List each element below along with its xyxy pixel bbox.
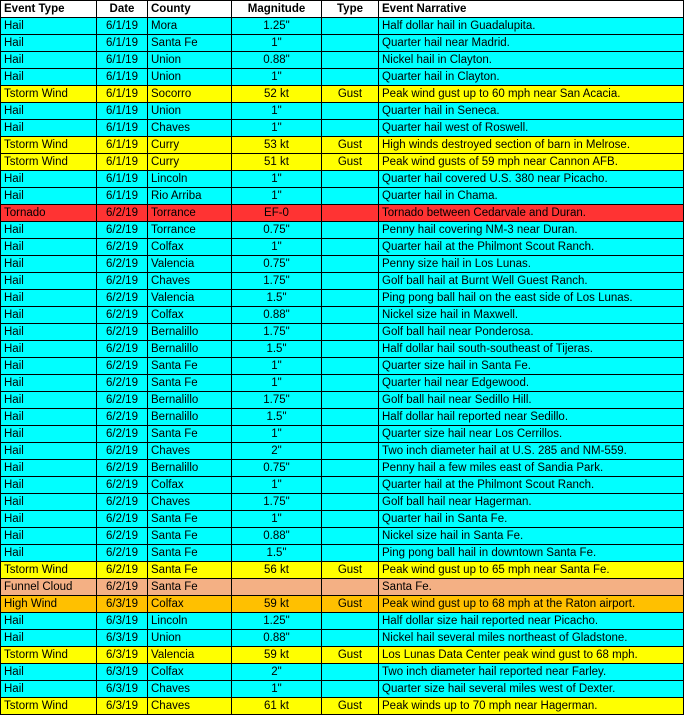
cell-date: 6/2/19 (97, 290, 148, 307)
cell-type (322, 528, 379, 545)
cell-magnitude: 59 kt (232, 647, 322, 664)
cell-event-narrative: Half dollar hail reported near Sedillo. (379, 409, 684, 426)
cell-magnitude: 0.88" (232, 307, 322, 324)
cell-type (322, 494, 379, 511)
table-row (1, 256, 684, 273)
table-row (1, 137, 684, 154)
cell-magnitude: 1" (232, 511, 322, 528)
cell-event-narrative: Santa Fe. (379, 579, 684, 596)
cell-magnitude: 2" (232, 443, 322, 460)
cell-magnitude: 1" (232, 375, 322, 392)
cell-event-narrative: Peak winds up to 70 mph near Hagerman. (379, 698, 684, 715)
cell-magnitude: 1.25" (232, 18, 322, 35)
table-row (1, 409, 684, 426)
cell-magnitude: 1" (232, 426, 322, 443)
cell-magnitude: 0.75" (232, 256, 322, 273)
cell-event-type: Tstorm Wind (1, 562, 97, 579)
cell-event-type: Tornado (1, 205, 97, 222)
cell-date: 6/2/19 (97, 307, 148, 324)
cell-magnitude: 1.5" (232, 341, 322, 358)
cell-type: Gust (322, 137, 379, 154)
cell-event-type: Hail (1, 545, 97, 562)
table-row (1, 443, 684, 460)
cell-date: 6/2/19 (97, 205, 148, 222)
cell-county: Colfax (148, 239, 232, 256)
cell-event-type: Hail (1, 443, 97, 460)
cell-date: 6/2/19 (97, 460, 148, 477)
table-row (1, 494, 684, 511)
cell-date: 6/2/19 (97, 392, 148, 409)
cell-date: 6/3/19 (97, 698, 148, 715)
cell-magnitude: 52 kt (232, 86, 322, 103)
table-row (1, 460, 684, 477)
cell-county: Santa Fe (148, 528, 232, 545)
cell-event-type: Hail (1, 35, 97, 52)
cell-event-narrative: Nickel size hail in Maxwell. (379, 307, 684, 324)
cell-type: Gust (322, 647, 379, 664)
cell-event-narrative: Penny hail a few miles east of Sandia Park. (379, 460, 684, 477)
table-row (1, 358, 684, 375)
cell-type (322, 375, 379, 392)
cell-event-type: Hail (1, 18, 97, 35)
cell-date: 6/2/19 (97, 545, 148, 562)
cell-event-narrative: Quarter hail in Chama. (379, 188, 684, 205)
cell-type (322, 613, 379, 630)
cell-county: Lincoln (148, 613, 232, 630)
cell-event-type: Hail (1, 494, 97, 511)
cell-type (322, 358, 379, 375)
cell-event-narrative: Quarter hail in Clayton. (379, 69, 684, 86)
cell-event-narrative: Quarter size hail in Santa Fe. (379, 358, 684, 375)
cell-type: Gust (322, 562, 379, 579)
table-row (1, 392, 684, 409)
header-row (1, 1, 684, 18)
cell-date: 6/2/19 (97, 511, 148, 528)
cell-event-type: Hail (1, 222, 97, 239)
table-row (1, 324, 684, 341)
cell-county: Socorro (148, 86, 232, 103)
cell-magnitude: 61 kt (232, 698, 322, 715)
table-row (1, 613, 684, 630)
cell-county: Bernalillo (148, 392, 232, 409)
cell-date: 6/1/19 (97, 120, 148, 137)
cell-event-type: Hail (1, 290, 97, 307)
cell-county: Santa Fe (148, 35, 232, 52)
header-type: Type (322, 1, 379, 18)
cell-event-type: Hail (1, 239, 97, 256)
cell-type (322, 511, 379, 528)
cell-magnitude: 59 kt (232, 596, 322, 613)
cell-type (322, 409, 379, 426)
cell-county: Santa Fe (148, 426, 232, 443)
table-row (1, 18, 684, 35)
cell-magnitude: 51 kt (232, 154, 322, 171)
cell-date: 6/3/19 (97, 596, 148, 613)
cell-event-type: Hail (1, 256, 97, 273)
table-row (1, 69, 684, 86)
header-date: Date (97, 1, 148, 18)
cell-county: Torrance (148, 205, 232, 222)
cell-type (322, 222, 379, 239)
cell-type (322, 205, 379, 222)
cell-type (322, 290, 379, 307)
table-row (1, 630, 684, 647)
cell-event-type: Hail (1, 273, 97, 290)
table-row (1, 86, 684, 103)
cell-event-narrative: Half dollar hail south-southeast of Tijeras. (379, 341, 684, 358)
table-row (1, 426, 684, 443)
cell-type: Gust (322, 596, 379, 613)
cell-event-narrative: Two inch diameter hail reported near Farley. (379, 664, 684, 681)
cell-county: Colfax (148, 664, 232, 681)
cell-magnitude: 0.88" (232, 630, 322, 647)
cell-magnitude (232, 579, 322, 596)
cell-date: 6/2/19 (97, 239, 148, 256)
cell-event-narrative: Two inch diameter hail at U.S. 285 and NM-559. (379, 443, 684, 460)
cell-event-narrative: Los Lunas Data Center peak wind gust to 68 mph. (379, 647, 684, 664)
cell-county: Bernalillo (148, 460, 232, 477)
table-row (1, 188, 684, 205)
cell-event-narrative: Quarter hail at the Philmont Scout Ranch. (379, 239, 684, 256)
cell-magnitude: 1" (232, 681, 322, 698)
cell-date: 6/1/19 (97, 188, 148, 205)
cell-magnitude: 1.75" (232, 392, 322, 409)
cell-date: 6/2/19 (97, 324, 148, 341)
cell-magnitude: 0.88" (232, 528, 322, 545)
cell-county: Curry (148, 154, 232, 171)
cell-type (322, 341, 379, 358)
cell-county: Lincoln (148, 171, 232, 188)
cell-county: Santa Fe (148, 358, 232, 375)
table-row (1, 120, 684, 137)
cell-date: 6/3/19 (97, 630, 148, 647)
cell-type (322, 273, 379, 290)
cell-magnitude: 1" (232, 188, 322, 205)
cell-date: 6/2/19 (97, 358, 148, 375)
cell-county: Santa Fe (148, 511, 232, 528)
cell-event-type: Tstorm Wind (1, 86, 97, 103)
cell-magnitude: EF-0 (232, 205, 322, 222)
table-row (1, 290, 684, 307)
cell-event-type: Funnel Cloud (1, 579, 97, 596)
cell-event-type: Hail (1, 188, 97, 205)
cell-date: 6/2/19 (97, 273, 148, 290)
cell-event-type: Hail (1, 392, 97, 409)
cell-date: 6/1/19 (97, 137, 148, 154)
cell-type (322, 18, 379, 35)
table-row (1, 664, 684, 681)
cell-event-narrative: Nickel hail several miles northeast of Gladstone. (379, 630, 684, 647)
cell-county: Rio Arriba (148, 188, 232, 205)
cell-event-narrative: Tornado between Cedarvale and Duran. (379, 205, 684, 222)
cell-date: 6/1/19 (97, 52, 148, 69)
cell-event-type: Hail (1, 171, 97, 188)
cell-event-narrative: Golf ball hail near Hagerman. (379, 494, 684, 511)
cell-event-type: Hail (1, 613, 97, 630)
cell-type (322, 239, 379, 256)
cell-type: Gust (322, 86, 379, 103)
cell-type (322, 579, 379, 596)
cell-county: Valencia (148, 647, 232, 664)
cell-type (322, 171, 379, 188)
cell-date: 6/2/19 (97, 477, 148, 494)
cell-date: 6/2/19 (97, 494, 148, 511)
cell-magnitude: 1" (232, 171, 322, 188)
cell-event-type: Hail (1, 120, 97, 137)
cell-event-type: Hail (1, 358, 97, 375)
cell-event-narrative: Quarter hail at the Philmont Scout Ranch. (379, 477, 684, 494)
cell-county: Union (148, 69, 232, 86)
cell-type (322, 69, 379, 86)
cell-date: 6/2/19 (97, 562, 148, 579)
cell-type (322, 664, 379, 681)
table-row (1, 698, 684, 715)
cell-event-type: Hail (1, 52, 97, 69)
cell-event-narrative: Peak wind gust up to 68 mph at the Raton airport. (379, 596, 684, 613)
table-row (1, 307, 684, 324)
cell-magnitude: 0.75" (232, 460, 322, 477)
cell-county: Bernalillo (148, 409, 232, 426)
cell-date: 6/2/19 (97, 222, 148, 239)
cell-type (322, 103, 379, 120)
cell-county: Chaves (148, 120, 232, 137)
cell-date: 6/2/19 (97, 256, 148, 273)
cell-date: 6/2/19 (97, 443, 148, 460)
cell-event-narrative: Golf ball hail at Burnt Well Guest Ranch. (379, 273, 684, 290)
cell-magnitude: 1" (232, 239, 322, 256)
cell-date: 6/3/19 (97, 664, 148, 681)
cell-type (322, 477, 379, 494)
table-row (1, 545, 684, 562)
cell-event-narrative: Penny hail covering NM-3 near Duran. (379, 222, 684, 239)
cell-magnitude: 1.5" (232, 545, 322, 562)
cell-type (322, 324, 379, 341)
cell-type (322, 630, 379, 647)
cell-date: 6/2/19 (97, 426, 148, 443)
cell-magnitude: 1.5" (232, 290, 322, 307)
table-row (1, 273, 684, 290)
cell-date: 6/3/19 (97, 681, 148, 698)
table-row (1, 222, 684, 239)
cell-event-type: Hail (1, 477, 97, 494)
cell-event-narrative: Quarter hail near Edgewood. (379, 375, 684, 392)
cell-county: Chaves (148, 494, 232, 511)
table-row (1, 596, 684, 613)
cell-date: 6/3/19 (97, 647, 148, 664)
cell-county: Bernalillo (148, 324, 232, 341)
cell-date: 6/2/19 (97, 528, 148, 545)
cell-magnitude: 1" (232, 358, 322, 375)
cell-county: Chaves (148, 681, 232, 698)
cell-event-narrative: Quarter hail covered U.S. 380 near Picacho. (379, 171, 684, 188)
cell-type (322, 392, 379, 409)
cell-event-type: Hail (1, 681, 97, 698)
cell-magnitude: 1" (232, 120, 322, 137)
cell-county: Santa Fe (148, 545, 232, 562)
cell-county: Chaves (148, 273, 232, 290)
cell-county: Chaves (148, 443, 232, 460)
cell-county: Union (148, 52, 232, 69)
cell-date: 6/2/19 (97, 375, 148, 392)
table-row (1, 35, 684, 52)
cell-event-type: Tstorm Wind (1, 137, 97, 154)
cell-date: 6/1/19 (97, 35, 148, 52)
cell-event-narrative: Peak wind gusts of 59 mph near Cannon AFB. (379, 154, 684, 171)
cell-event-type: Hail (1, 426, 97, 443)
header-event-narrative: Event Narrative (379, 1, 684, 18)
cell-type (322, 460, 379, 477)
cell-event-narrative: Golf ball hail near Ponderosa. (379, 324, 684, 341)
cell-county: Santa Fe (148, 562, 232, 579)
cell-event-type: Hail (1, 511, 97, 528)
cell-magnitude: 1" (232, 35, 322, 52)
cell-county: Union (148, 103, 232, 120)
table-row (1, 52, 684, 69)
header-magnitude: Magnitude (232, 1, 322, 18)
cell-type (322, 545, 379, 562)
cell-magnitude: 0.88" (232, 52, 322, 69)
cell-type (322, 426, 379, 443)
table-row (1, 154, 684, 171)
cell-county: Chaves (148, 698, 232, 715)
cell-type (322, 307, 379, 324)
cell-magnitude: 1.75" (232, 324, 322, 341)
cell-event-narrative: Quarter hail in Seneca. (379, 103, 684, 120)
header-county: County (148, 1, 232, 18)
table-row (1, 375, 684, 392)
cell-event-narrative: Nickel size hail in Santa Fe. (379, 528, 684, 545)
table-row (1, 239, 684, 256)
cell-event-type: Hail (1, 341, 97, 358)
cell-date: 6/2/19 (97, 579, 148, 596)
table-row (1, 647, 684, 664)
cell-event-narrative: Quarter size hail near Los Cerrillos. (379, 426, 684, 443)
table-row (1, 205, 684, 222)
table-row (1, 103, 684, 120)
cell-date: 6/1/19 (97, 86, 148, 103)
header-event-type: Event Type (1, 1, 97, 18)
cell-magnitude: 1.75" (232, 273, 322, 290)
cell-magnitude: 0.75" (232, 222, 322, 239)
cell-event-narrative: Quarter size hail several miles west of Dexter. (379, 681, 684, 698)
cell-county: Colfax (148, 477, 232, 494)
cell-event-narrative: Ping pong ball hail on the east side of Los Lunas. (379, 290, 684, 307)
cell-event-narrative: Quarter hail in Santa Fe. (379, 511, 684, 528)
cell-event-type: Tstorm Wind (1, 154, 97, 171)
cell-magnitude: 1.5" (232, 409, 322, 426)
cell-date: 6/1/19 (97, 69, 148, 86)
cell-county: Curry (148, 137, 232, 154)
cell-event-narrative: Ping pong ball hail in downtown Santa Fe. (379, 545, 684, 562)
cell-date: 6/2/19 (97, 409, 148, 426)
cell-magnitude: 1.25" (232, 613, 322, 630)
table-row (1, 341, 684, 358)
cell-magnitude: 2" (232, 664, 322, 681)
cell-type (322, 188, 379, 205)
cell-county: Mora (148, 18, 232, 35)
cell-event-type: High Wind (1, 596, 97, 613)
cell-county: Santa Fe (148, 579, 232, 596)
cell-event-narrative: Penny size hail in Los Lunas. (379, 256, 684, 273)
cell-event-type: Tstorm Wind (1, 698, 97, 715)
cell-event-type: Hail (1, 324, 97, 341)
cell-date: 6/1/19 (97, 18, 148, 35)
cell-county: Torrance (148, 222, 232, 239)
table-row (1, 681, 684, 698)
cell-event-type: Hail (1, 630, 97, 647)
cell-county: Valencia (148, 290, 232, 307)
table-row (1, 528, 684, 545)
cell-event-type: Hail (1, 307, 97, 324)
cell-county: Colfax (148, 596, 232, 613)
cell-county: Bernalillo (148, 341, 232, 358)
table-row (1, 511, 684, 528)
table-row (1, 171, 684, 188)
cell-date: 6/1/19 (97, 103, 148, 120)
cell-type: Gust (322, 698, 379, 715)
cell-event-narrative: Nickel hail in Clayton. (379, 52, 684, 69)
table-row (1, 477, 684, 494)
cell-event-type: Hail (1, 528, 97, 545)
cell-date: 6/1/19 (97, 154, 148, 171)
cell-magnitude: 1.75" (232, 494, 322, 511)
cell-county: Union (148, 630, 232, 647)
table-row (1, 579, 684, 596)
cell-event-narrative: Peak wind gust up to 65 mph near Santa Fe. (379, 562, 684, 579)
cell-magnitude: 56 kt (232, 562, 322, 579)
cell-event-type: Hail (1, 69, 97, 86)
cell-date: 6/3/19 (97, 613, 148, 630)
cell-event-narrative: Half dollar hail in Guadalupita. (379, 18, 684, 35)
cell-magnitude: 1" (232, 69, 322, 86)
cell-event-narrative: Quarter hail near Madrid. (379, 35, 684, 52)
cell-type (322, 681, 379, 698)
cell-county: Colfax (148, 307, 232, 324)
cell-event-type: Hail (1, 375, 97, 392)
cell-event-type: Hail (1, 409, 97, 426)
cell-event-narrative: Peak wind gust up to 60 mph near San Acacia. (379, 86, 684, 103)
cell-magnitude: 1" (232, 477, 322, 494)
cell-event-type: Hail (1, 460, 97, 477)
cell-magnitude: 1" (232, 103, 322, 120)
cell-event-type: Tstorm Wind (1, 647, 97, 664)
cell-magnitude: 53 kt (232, 137, 322, 154)
cell-date: 6/1/19 (97, 171, 148, 188)
cell-event-type: Hail (1, 664, 97, 681)
cell-event-narrative: Quarter hail west of Roswell. (379, 120, 684, 137)
cell-event-type: Hail (1, 103, 97, 120)
cell-type: Gust (322, 154, 379, 171)
table-row (1, 562, 684, 579)
cell-event-narrative: Golf ball hail near Sedillo Hill. (379, 392, 684, 409)
cell-type (322, 35, 379, 52)
cell-event-narrative: Half dollar size hail reported near Picacho. (379, 613, 684, 630)
table-body (1, 18, 684, 715)
cell-type (322, 52, 379, 69)
cell-county: Valencia (148, 256, 232, 273)
cell-type (322, 120, 379, 137)
cell-county: Santa Fe (148, 375, 232, 392)
cell-date: 6/2/19 (97, 341, 148, 358)
cell-event-narrative: High winds destroyed section of barn in Melrose. (379, 137, 684, 154)
cell-type (322, 256, 379, 273)
cell-type (322, 443, 379, 460)
